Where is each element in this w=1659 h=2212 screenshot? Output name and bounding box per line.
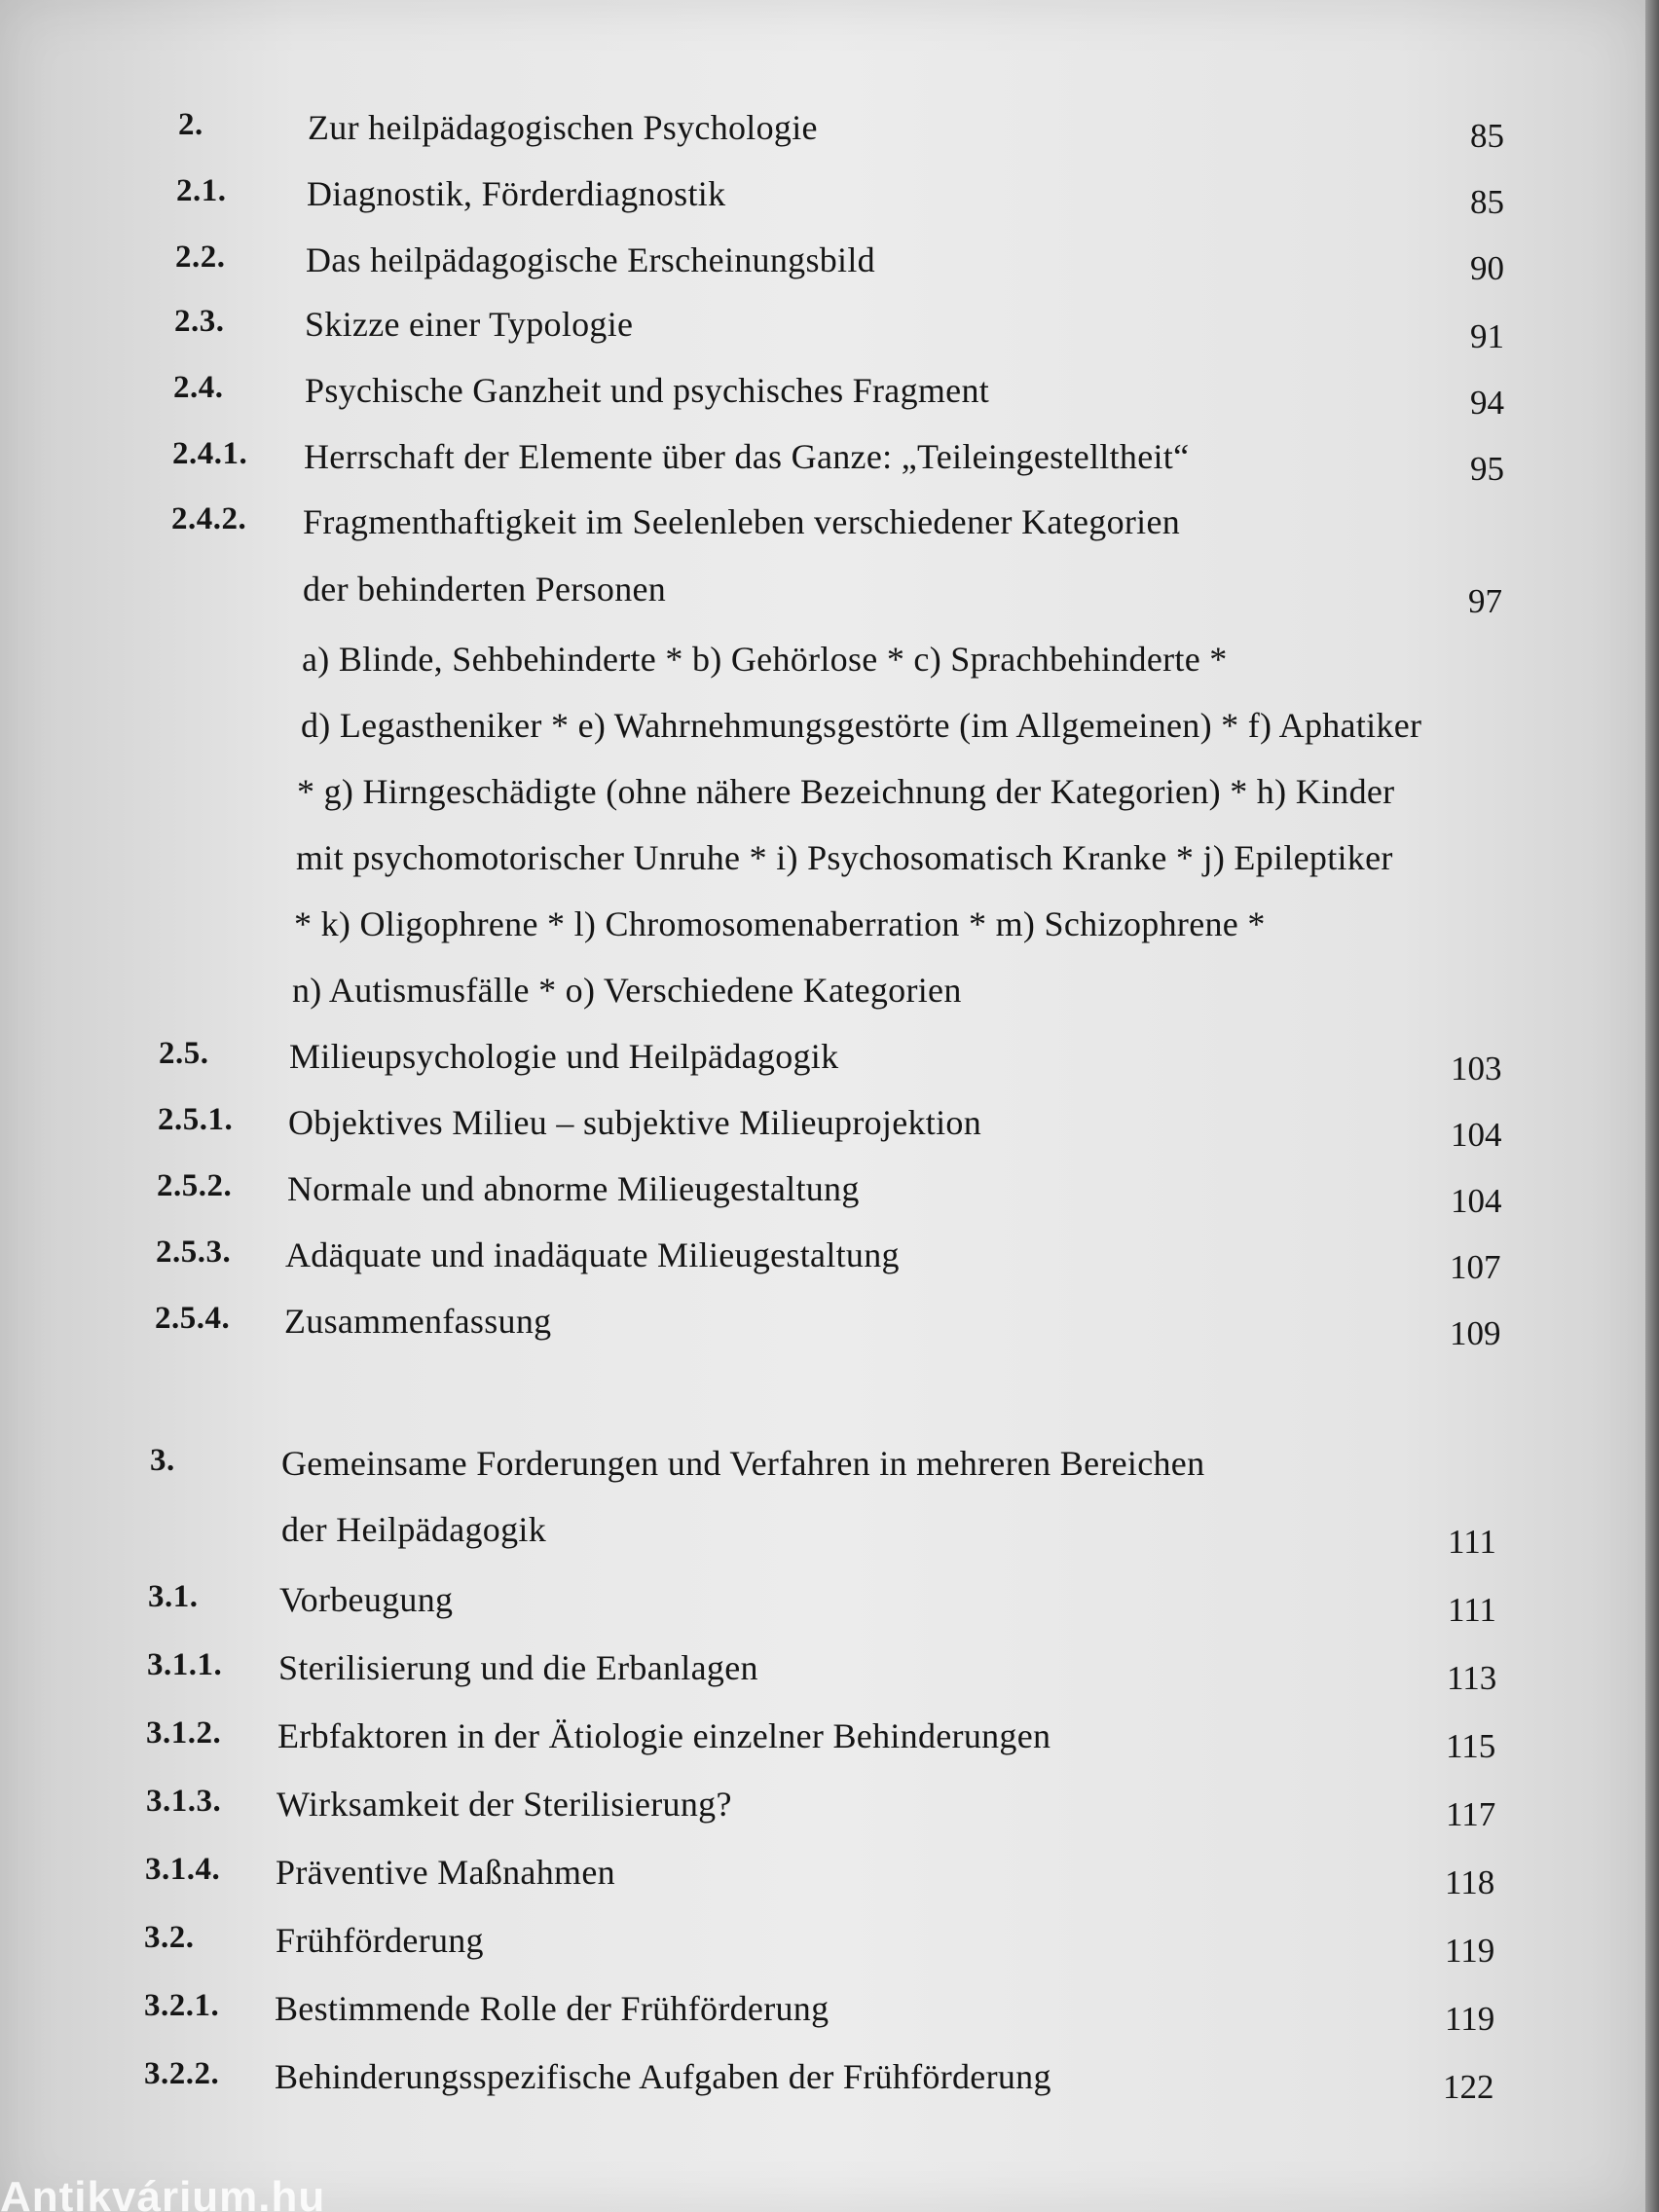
toc-entry-number: 2.5.1. [158,1102,234,1137]
toc-entry-page: 85 [1470,117,1504,155]
toc-entry-title: Wirksamkeit der Sterilisierung? [276,1785,732,1824]
toc-entry-title: * g) Hirngeschädigte (ohne nähere Bezeichnung der Kategorien) * h) Kinder [297,772,1395,811]
toc-entry-title: Milieupsychologie und Heilpädagogik [289,1037,839,1076]
toc-entry-number: 2. [178,107,203,142]
toc-entry-title: * k) Oligophrene * l) Chromosomenaberration * m) Schizophrene * [294,904,1266,943]
toc-entry-page: 94 [1470,384,1504,422]
toc-entry-page: 90 [1470,249,1504,287]
toc-entry-number: 2.4.2. [171,501,247,536]
toc-entry-number: 3.1.4. [145,1852,221,1887]
watermark: Antikvárium.hu [0,2173,326,2212]
toc-entry-title: d) Legastheniker * e) Wahrnehmungsgestörte (im Allgemeinen) * f) Aphatiker [301,706,1422,745]
toc-entry-number: 2.2. [175,240,226,275]
toc-entry-number: 3.1.3. [146,1784,222,1819]
toc-entry-number: 2.3. [174,304,225,339]
toc-entry-number: 3.2.1. [144,1988,220,2023]
toc-entry-title: Adäquate und inadäquate Milieugestaltung [285,1235,900,1274]
toc-entry-title: n) Autismusfälle * o) Verschiedene Kategorien [292,971,962,1010]
toc-entry-title: Psychische Ganzheit und psychisches Fragment [305,371,990,410]
toc-entry-title: Frühförderung [276,1921,484,1960]
toc-entry-number: 2.5.3. [156,1235,232,1270]
toc-entry-number: 2.4.1. [172,436,248,471]
toc-entry-number: 2.5.4. [155,1301,231,1336]
toc-entry-number: 2.5. [159,1036,209,1071]
toc-entry-number: 3.1.1. [147,1647,223,1682]
toc-entry-page: 122 [1443,2068,1494,2106]
toc-entry-title: Zur heilpädagogischen Psychologie [308,108,818,147]
toc-entry-title: Gemeinsame Forderungen und Verfahren in mehreren Bereichen [281,1444,1205,1483]
toc-entry-page: 91 [1470,317,1504,355]
toc-entry-page: 113 [1447,1659,1497,1697]
toc-entry-title: Diagnostik, Förderdiagnostik [307,174,726,213]
toc-entry-title: Zusammenfassung [284,1302,552,1341]
toc-entry-title: Erbfaktoren in der Ätiologie einzelner Behinderungen [277,1716,1051,1755]
toc-entry-number: 3.1. [148,1579,199,1614]
toc-entry-title: Behinderungsspezifische Aufgaben der Frühförderung [275,2057,1051,2096]
toc-entry-page: 119 [1445,1932,1495,1970]
toc-entry-title: Fragmenthaftigkeit im Seelenleben verschiedener Kategorien [303,502,1181,541]
toc-entry-number: 3.1.2. [146,1715,222,1751]
toc-entry-page: 117 [1446,1795,1496,1833]
toc-entry-page: 111 [1448,1523,1496,1561]
toc-entry-number: 3.2. [144,1920,195,1955]
toc-entry-number: 3. [150,1443,175,1478]
toc-entry-title: Objektives Milieu – subjektive Milieuprojektion [288,1103,982,1142]
toc-entry-title: mit psychomotorischer Unruhe * i) Psychosomatisch Kranke * j) Epileptiker [296,838,1393,877]
toc-entry-page: 115 [1446,1727,1496,1765]
toc-entry-number: 2.4. [173,370,224,405]
toc-entry-page: 103 [1451,1050,1502,1088]
toc-entry-page: 109 [1450,1314,1501,1352]
toc-entry-title: Normale und abnorme Milieugestaltung [287,1169,860,1208]
toc-entry-title: der behinderten Personen [303,570,667,608]
toc-entry-page: 111 [1448,1591,1496,1629]
toc-entry-number: 3.2.2. [144,2056,220,2091]
toc-entry-title: Skizze einer Typologie [305,305,634,344]
toc-entry-title: der Heilpädagogik [281,1510,547,1549]
toc-entry-page: 119 [1445,2000,1495,2038]
toc-entry-number: 2.1. [176,173,227,208]
toc-entry-title: Vorbeugung [279,1580,454,1619]
toc-entry-page: 97 [1468,582,1502,620]
toc-entry-title: Bestimmende Rolle der Frühförderung [275,1989,830,2028]
toc-entry-title: Sterilisierung und die Erbanlagen [278,1648,758,1687]
toc-entry-page: 85 [1470,183,1504,221]
toc-entry-page: 107 [1450,1248,1501,1286]
toc-entry-title: Herrschaft der Elemente über das Ganze: „Teileingestelltheit“ [304,437,1190,476]
toc-entry-page: 118 [1445,1863,1495,1901]
toc-entry-number: 2.5.2. [157,1168,233,1203]
toc-entry-page: 104 [1451,1116,1502,1154]
toc-entry-page: 104 [1451,1182,1502,1220]
toc-entry-title: Das heilpädagogische Erscheinungsbild [306,240,875,279]
page-edge [1645,0,1659,2212]
toc-entry-title: a) Blinde, Sehbehinderte * b) Gehörlose * c) Sprachbehinderte * [302,640,1228,679]
toc-entry-title: Präventive Maßnahmen [276,1853,615,1892]
toc-entry-page: 95 [1470,450,1504,488]
